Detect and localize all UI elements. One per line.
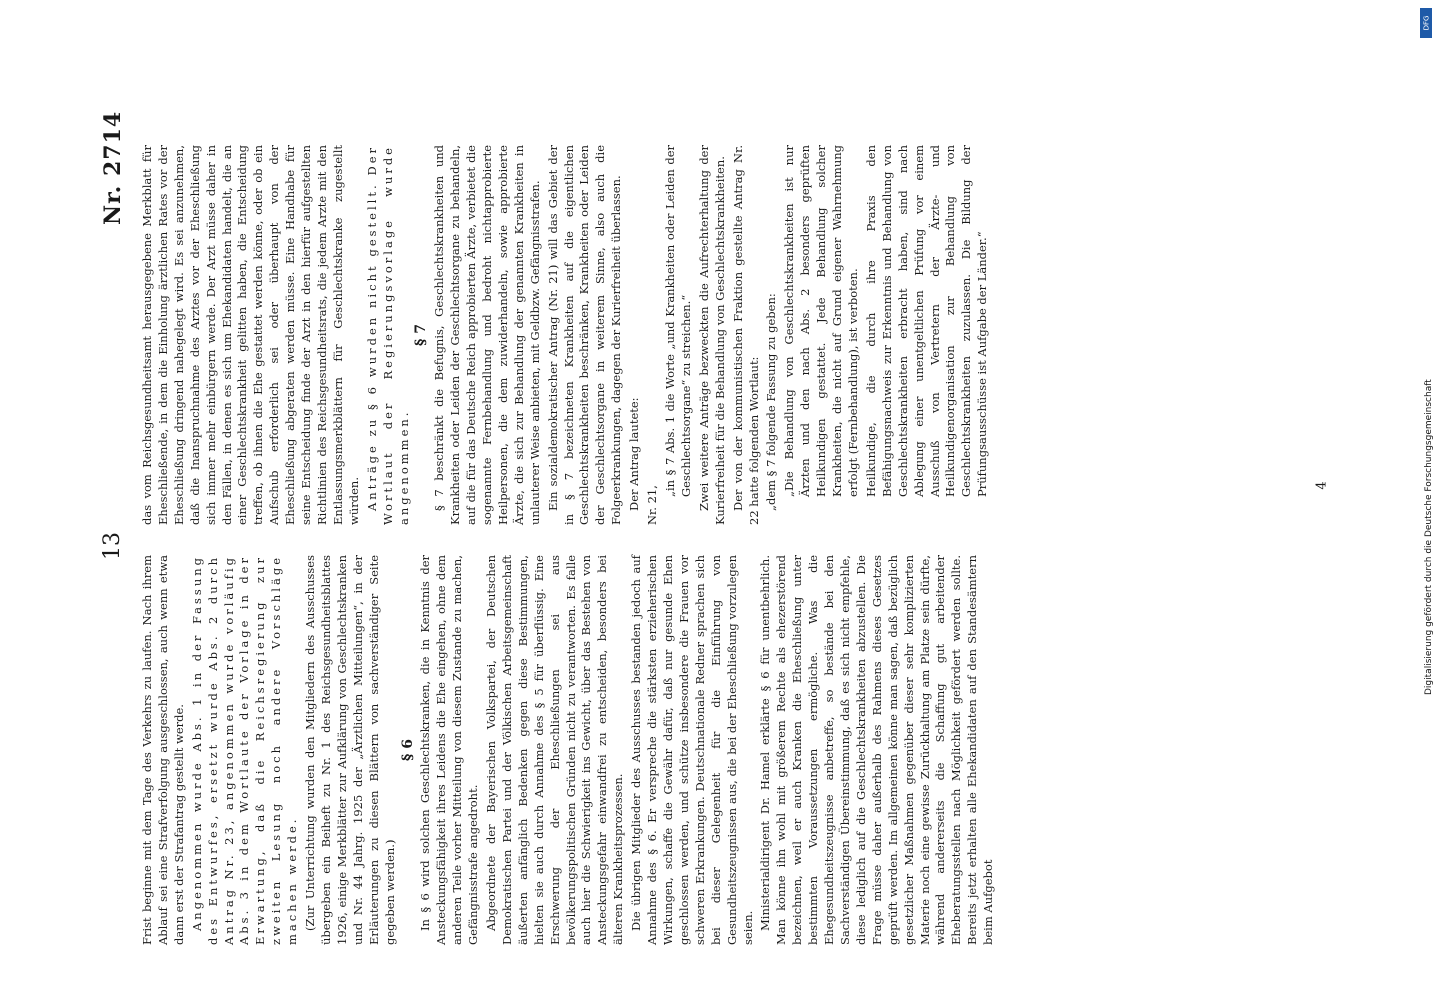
paragraph: Der von der kommunistischen Fraktion gestellte Antrag Nr. 22 hatte folgenden Wortlaut: bbox=[730, 145, 761, 525]
rotated-page bbox=[100, 95, 1140, 945]
document-number: Nr. 2714 bbox=[100, 110, 126, 225]
page-content bbox=[100, 95, 1140, 945]
paragraph: Der Antrag lautete: bbox=[627, 397, 642, 511]
section-heading: § 6 bbox=[399, 739, 416, 761]
quoted-text: Heilkundige, die durch ihre Praxis den Befähigungsnachweis zur Erkenntnis und Behandlung von Geschlechtskrankheiten erbracht haben, sind nach Ablegung einer unentgeltlichen Prüfung vor einem Ausschuß von Vertretern der Ärzte- und Heilkundigenorganisation zur Behandlung von Geschlechtskrankheiten zuzulassen. Die Bildung der Prüfungsausschüsse ist Aufgabe der Länder.“ bbox=[863, 145, 990, 497]
paragraph: Die übrigen Mitglieder des Ausschusses bestanden jedoch auf Annahme des § 6. Er verspreche die stärksten erzieherischen Wirkungen, schaffe die Gewähr dafür, daß nur gesunde Ehen geschlossen werden, und schütze insbesondere die Frauen vor schweren Erkrankungen. Deutschnationale Redner sprachen sich bei dieser Gelegenheit für die Einführung von Gesundheitszeugnissen aus, die bei der Eheschließung vorzulegen seien. bbox=[629, 555, 755, 945]
paragraph: Ein sozialdemokratischer Antrag (Nr. 21) will das Gebiet der in § 7 bezeichneten Krankheiten auf die eigentlichen Geschlechtskrankheiten beschränken, Krankheiten oder Leiden der Geschlechtsorgane in weiterem Sinne, also auch die Folgeerkrankungen, dagegen der Kurierfreiheit überlassen. bbox=[545, 145, 624, 525]
section-heading: § 7 bbox=[413, 324, 430, 346]
paragraph: § 7 beschränkt die Befugnis, Geschlechtskrankheiten und Krankheiten oder Leiden der Geschlechtsorgane zu behandeln, auf die für das Deutsche Reich approbierten Ärzte, verbietet die sogenannte Fernbehandlung und bedroht nichtapprobierte Heilpersonen, die dem zuwiderhandeln, sowie approbierte Ärzte, die sich zur Behandlung der genannten Krankheiten in unlauterer Weise anbieten, mit Geldbzw. Gefängnisstrafen. bbox=[432, 145, 542, 525]
quoted-text: „in § 7 Abs. 1 die Worte „und Krankheiten oder Leiden der Geschlechtsorgane“ zu streichen.“ bbox=[663, 145, 693, 497]
paragraph: Frist beginne mit dem Tage des Verkehrs zu laufen. Nach ihrem Ablauf sei eine Strafverfolgung ausgeschlossen, auch wenn etwa dann erst der Strafantrag gestellt werde. bbox=[140, 555, 186, 945]
quoted-text: „Die Behandlung von Geschlechtskrankheiten ist nur Ärzten und den nach Abs. 2 besonders geprüften Heilkundigen gestattet. Jede Behandlung solcher Krankheiten, die nicht auf Grund eigener Wahrnehmung erfolgt (Fernbehandlung), ist verboten. bbox=[782, 145, 860, 497]
paragraph: Ministerialdirigent Dr. Hamel erklärte § 6 für unentbehrlich. Man könne ihn wohl mit größerem Rechte als ehezerstörend bezeichnen, weil er auch Kranken die Eheschließung unter bestimmten Voraussetzungen ermögliche. Was die Ehegesundheitszeugnisse anbetreffe, so bestände bei den Sachverständigen Übereinstimmung, daß es sich nicht empfehle, diese lediglich auf die Geschlechtskrankheiten abzustellen. Die Frage müsse daher außerhalb des Rahmens dieses Gesetzes geprüft werden. Im allgemeinen könne man sagen, daß bezüglich gesetzlicher Maßnahmen gegenüber dieser sehr komplizierten Materie noch eine gewisse Zurückhaltung am Platze sein dürfte, während andererseits die Schaffung gut arbeitender Eheberatungsstellen nach Möglichkeit gefördert werden sollte. Bereits jetzt erhalten alle Ehekandidaten auf den Standesämtern beim Aufgebot bbox=[758, 555, 996, 945]
paragraph: Angenommen wurde Abs. 1 in der Fassung des Entwurfes, ersetzt wurde Abs. 2 durch Antrag Nr. 23, angenommen wurde vorläufig Abs. 3 in dem Wortlaute der Vorlage in der Erwartung, daß die Reichsregierung zur zweiten Lesung noch andere Vorschläge machen werde. bbox=[189, 555, 300, 945]
quoted-text: „dem § 7 folgende Fassung zu geben: bbox=[764, 293, 779, 511]
dfg-logo bbox=[1420, 8, 1432, 38]
paragraph: Abgeordnete der Bayerischen Volkspartei, der Deutschen Demokratischen Partei und der Völkischen Arbeitsgemeinschaft äußerten anfänglich Bedenken gegen diese Bestimmungen, hielten sie auch durch Annahme des § 5 für überflüssig. Eine Erschwerung der Eheschließungen sei aus bevölkerungspolitischen Gründen nicht zu verantworten. Es falle auch hier die Schwierigkeit ins Gewicht, über das Bestehen von Ansteckungsgefahr einwandfrei zu entscheiden, besonders bei älteren Krankheitsprozessen. bbox=[484, 555, 626, 945]
running-header bbox=[100, 95, 140, 945]
paragraph: In § 6 wird solchen Geschlechtskranken, die in Kenntnis der Ansteckungsfähigkeit ihres Leidens die Ehe eingehen, ohne dem anderen Teile vorher Mitteilung von diesem Zustande zu machen, Gefängnisstrafe angedroht. bbox=[418, 555, 481, 945]
left-column bbox=[140, 555, 1120, 945]
sheet-number: 4 bbox=[1314, 481, 1330, 490]
dfg-badge-text: DFG bbox=[1422, 15, 1430, 31]
paragraph: Anträge zu § 6 wurden nicht gestellt. Der Wortlaut der Regierungsvorlage wurde angenommen. bbox=[364, 145, 411, 525]
paragraph: Nr. 21, bbox=[645, 485, 660, 525]
page-number: 13 bbox=[100, 532, 125, 560]
paragraph: das vom Reichsgesundheitsamt herausgegebene Merkblatt für Eheschließende, in dem die Einholung ärztlichen Rates vor der Eheschließung dringend nahegelegt wird. Es sei anzunehmen, daß die Inanspruchnahme des Arztes vor der Eheschließung sich immer mehr einbürgern werde. Der Arzt müsse daher in den Fällen, in denen es sich um Ehekandidaten handelt, die an einer Geschlechtskrankheit gelitten haben, die Entscheidung treffen, ob ihnen die Ehe gestattet werden könne, oder ob ein Aufschub erforderlich sei oder überhaupt von der Eheschließung abgeraten werden müsse. Eine Handhabe für seine Entscheidung finde der Arzt in den hierfür aufgestellten Richtlinien des Reichsgesundheitsrats, die jedem Arzte mit den Entlassungsmerkblättern für Geschlechtskranke zugestellt würden. bbox=[140, 145, 361, 525]
paragraph: Zwei weitere Anträge bezweckten die Aufrechterhaltung der Kurierfreiheit für die Behandlung von Geschlechtskrankheiten. bbox=[696, 145, 727, 525]
digitization-note: Digitalisierung gefördert durch die Deutsche Forschungsgemeinschaft bbox=[1424, 379, 1434, 695]
right-column bbox=[140, 145, 1120, 525]
paragraph: (Zur Unterrichtung wurden den Mitgliedern des Ausschusses übergeben ein Beiheft zu Nr. 1 des Reichsgesundheitsblattes 1926, einige Merkblätter zur Aufklärung von Geschlechtskranken und Nr. 44 Jahrg. 1925 der „Ärztlichen Mitteilungen“, in der Erläuterungen zu diesen Blättern von sachverständiger Seite gegeben werden.) bbox=[303, 555, 397, 945]
